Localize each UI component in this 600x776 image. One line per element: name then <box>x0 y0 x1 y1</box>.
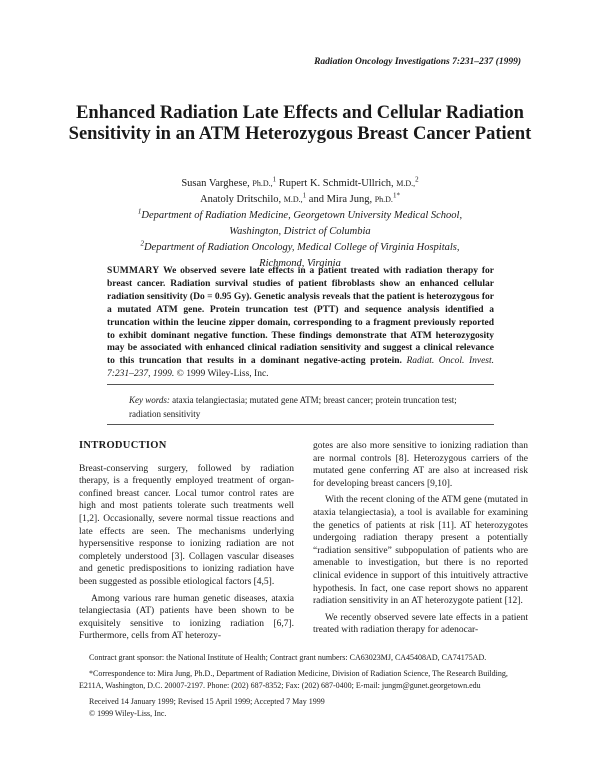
author-degree: Ph.D., <box>252 179 273 188</box>
abstract-label: SUMMARY <box>107 266 160 276</box>
paragraph: gotes are also more sensitive to ionizing radiation than are normal controls [8]. Heterozygous carriers of the mutated gene conferring AT are also at increased risk for developing breast cancers [9,10]. <box>313 441 528 489</box>
keywords-top-rule <box>107 384 494 385</box>
author-conjunction: and <box>308 194 324 205</box>
author-degree: M.D., <box>283 195 303 204</box>
paragraph: With the recent cloning of the ATM gene (mutated in ataxia telangiectasia), a tool is available for examining the genetics of patients at risk [11]. AT heterozygotes undergoing radiation therapy present a potentially “radiation sensitive” subpopulation of patients who are amenable to investigation, but there is no reported clinical evidence in support of this intuitively attractive hypothesis. In fact, one case report shows no apparent radiation sensitivity in an AT heterozygote patient [12]. <box>313 495 528 607</box>
affiliation-2-line-b: Richmond, Virginia <box>259 258 341 269</box>
body-column-left <box>79 440 294 643</box>
author-name: Rupert K. Schmidt-Ullrich, <box>278 178 394 189</box>
body-column-right <box>313 440 528 637</box>
author-degree: M.D., <box>396 179 416 188</box>
keywords-text: ataxia telangiectasia; mutated gene ATM; breast cancer; protein truncation test; radiation sensitivity <box>129 395 457 419</box>
footnotes <box>79 652 529 720</box>
author-affil-mark: 1* <box>392 191 400 200</box>
paragraph: Among various rare human genetic diseases, ataxia telangiectasia (AT) patients have been shown to be exquisitely sensitive to ionizing radiation [6,7]. Furthermore, cells from AT heterozy- <box>79 593 294 642</box>
affiliation-1-line-a: Department of Radiation Medicine, Georgetown University Medical School, <box>141 210 463 221</box>
author-line-1 <box>120 176 480 192</box>
abstract <box>107 265 494 381</box>
author-block <box>120 176 480 272</box>
affiliation-1 <box>120 208 480 240</box>
author-affil-mark: 2 <box>415 175 419 184</box>
affiliation-1-line-b: Washington, District of Columbia <box>229 226 371 237</box>
running-head: Radiation Oncology Investigations 7:231–237 (1999) <box>314 57 521 67</box>
author-line-2 <box>120 192 480 208</box>
keywords-label: Key words: <box>129 395 170 405</box>
abstract-text: We observed severe late effects in a patient treated with radiation therapy for breast cancer. Radiation survival studies of patient fibroblasts show an enhanced cellular radiation sensitivity (Do = 0.95 Gy). Genetic analysis reveals that the patient is heterozygous for a mutated ATM gene. Protein truncation test (PTT) and sequence analysis identified a truncation within the leucine zipper domain, corresponding to a fragment previously reported to exhibit dominant negative function. These findings demonstrate that ATM heterozygosity may be associated with enhanced clinical radiation sensitivity and suggest a clinical relevance to this truncation that results in a dominant negative-acting protein. <box>107 266 494 367</box>
author-affil-mark: 1 <box>302 191 307 200</box>
author-name: Mira Jung, <box>326 194 373 205</box>
affiliation-2-line-a: Department of Radiation Oncology, Medical College of Virginia Hospitals, <box>143 242 460 253</box>
abstract-citation: Radiat. Oncol. Invest. 7:231–237, 1999. <box>107 356 494 380</box>
correspondence-footnote: *Correspondence to: Mira Jung, Ph.D., Department of Radiation Medicine, Division of Radiation Science, The Research Building, E211A, Washington, D.C. 20007-2197. Phone: (202) 687-8352; Fax: (202) 687-0400; E-mail: jungm@gunet.georgetown.edu <box>79 669 508 690</box>
paragraph: We recently observed severe late effects in a patient treated with radiation therapy for adenocar- <box>313 612 528 636</box>
article-title: Enhanced Radiation Late Effects and Cellular Radiation Sensitivity in an ATM Heterozygous Breast Cancer Patient <box>68 103 532 144</box>
affil-mark: 2 <box>140 239 144 248</box>
author-affil-mark: 1 <box>272 175 277 184</box>
keywords <box>129 394 474 421</box>
received-dates: Received 14 January 1999; Revised 15 April 1999; Accepted 7 May 1999 <box>89 697 325 706</box>
abstract-copyright: © 1999 Wiley-Liss, Inc. <box>176 369 269 380</box>
author-name: Anatoly Dritschilo, <box>200 194 282 205</box>
footer-copyright: © 1999 Wiley-Liss, Inc. <box>89 709 167 718</box>
author-degree: Ph.D. <box>374 195 393 204</box>
affil-mark: 1 <box>137 207 142 216</box>
grant-footnote: Contract grant sponsor: the National Institute of Health; Contract grant numbers: CA63023MJ, CA45408AD, CA74175AD. <box>89 653 487 662</box>
author-name: Susan Varghese, <box>181 178 250 189</box>
paragraph: Breast-conserving surgery, followed by radiation therapy, is a frequently employed treatment of organ-confined breast cancer. Local tumor control rates are high and most patients tolerate such treatments well [1,2]. Occasionally, severe normal tissue reactions and late effects are seen. The mechanisms underlying hypersensitive response to ionizing radiation are not completely understood [3]. Collagen vascular diseases and genetic predispositions to ionizing radiation have been suggested as possible etiological factors [4,5]. <box>79 463 294 587</box>
keywords-bottom-rule <box>107 424 494 425</box>
section-heading: INTRODUCTION <box>79 440 167 451</box>
